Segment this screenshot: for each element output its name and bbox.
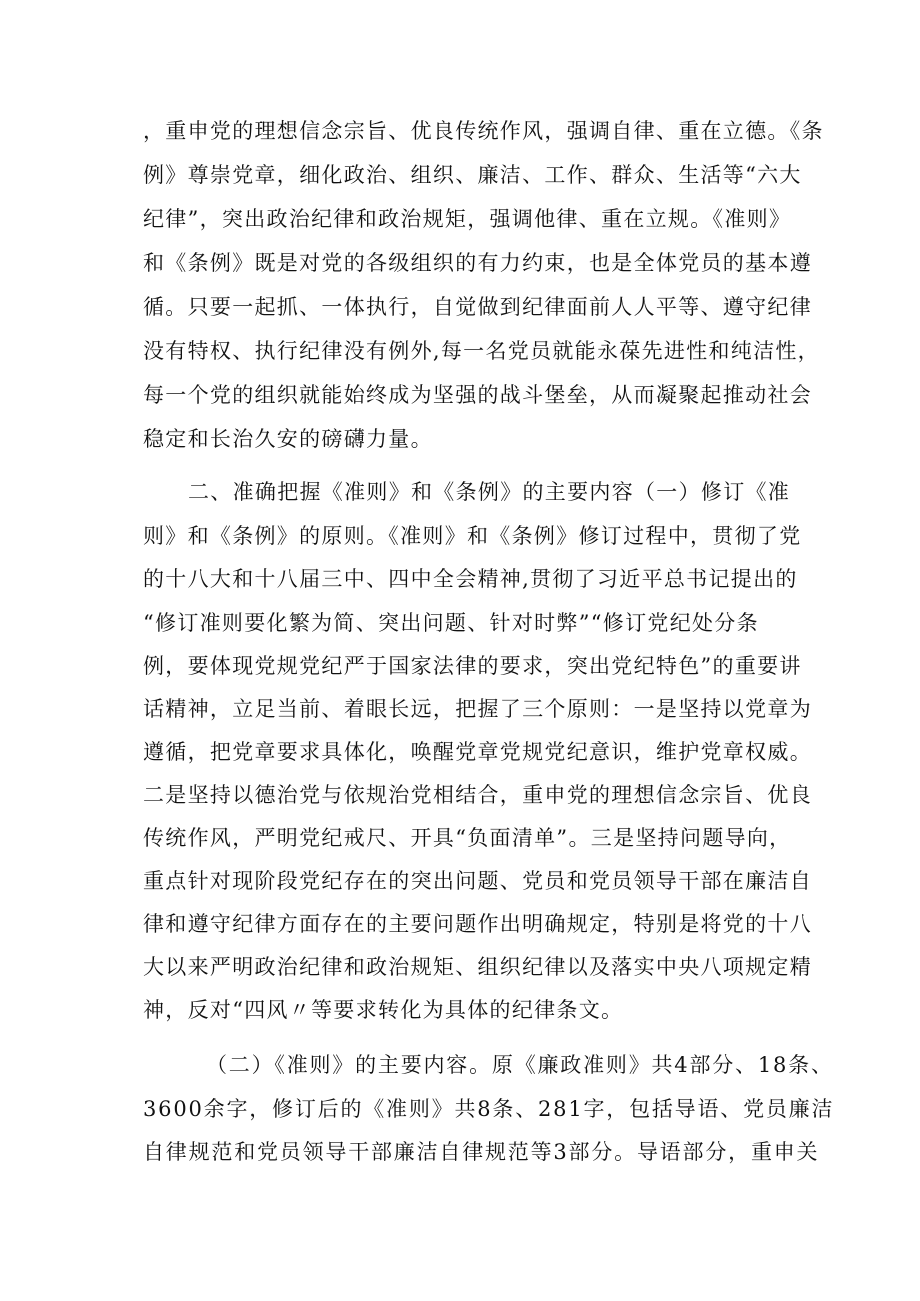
paragraph-line: 纪律”，突出政治纪律和政治规矩，强调他律、重在立规。《准则》 xyxy=(143,207,792,231)
paragraph-line: 没有特权、执行纪律没有例外,每一名党员就能永葆先进性和纯洁性， xyxy=(143,339,820,363)
paragraph-line: （二）《准则》的主要内容。原《廉政准则》共4部分、18条、 xyxy=(206,1053,834,1077)
paragraph-line: 传统作风，严明党纪戒尺、开具“负面清单”。三是坚持问题导向， xyxy=(143,826,792,850)
paragraph-line: 二是坚持以德治党与依规治党相结合，重申党的理想信念宗旨、优良 xyxy=(143,783,812,807)
paragraph-line: 3600余字，修订后的《准则》共8条、281字，包括导语、党员廉洁 xyxy=(143,1097,835,1121)
paragraph-line: 稳定和长治久安的磅礴力量。 xyxy=(143,427,433,451)
paragraph-line: 二、准确把握《准则》和《条例》的主要内容（一）修订《准 xyxy=(188,480,791,504)
paragraph-line: 每一个党的组织就能始终成为坚强的战斗堡垒，从而凝聚起推动社会 xyxy=(143,383,812,407)
paragraph-line: 例，要体现党规党纪严于国家法律的要求，突出党纪特色”的重要讲 xyxy=(143,654,802,678)
paragraph-line: 遵循，把党章要求具体化，唤醒党章党规党纪意识，维护党章权威。 xyxy=(143,740,812,764)
paragraph-line: 自律规范和党员领导干部廉洁自律规范等3部分。导语部分，重申关 xyxy=(143,1140,820,1164)
paragraph-line: 的十八大和十八届三中、四中全会精神,贯彻了习近平总书记提出的 xyxy=(143,567,798,591)
paragraph-line: 话精神，立足当前、着眼长远，把握了三个原则：一是坚持以党章为 xyxy=(143,697,812,721)
paragraph-line: 和《条例》既是对党的各级组织的有力约束，也是全体党员的基本遵 xyxy=(143,251,812,275)
paragraph-line: 循。只要一起抓、一体执行，自觉做到纪律面前人人平等、遵守纪律 xyxy=(143,295,812,319)
paragraph-line: 神，反对“四风〃等要求转化为具体的纪律条文。 xyxy=(143,998,624,1022)
paragraph-line: 例》尊崇党章，细化政治、组织、廉洁、工作、群众、生活等“六大 xyxy=(143,163,802,187)
paragraph-line: 重点针对现阶段党纪存在的突出问题、党员和党员领导干部在廉洁自 xyxy=(143,869,812,893)
paragraph-line: “修订准则要化繁为简、突出问题、针对时弊”“修订党纪处分条 xyxy=(143,611,759,635)
paragraph-line: ，重申党的理想信念宗旨、优良传统作风，强调自律、重在立德。《条 xyxy=(143,119,824,143)
paragraph-line: 则》和《条例》的原则。《准则》和《条例》修订过程中，贯彻了党 xyxy=(143,524,802,548)
paragraph-line: 律和遵守纪律方面存在的主要问题作出明确规定，特别是将党的十八 xyxy=(143,912,812,936)
paragraph-line: 大以来严明政治纪律和政治规矩、组织纪律以及落实中央八项规定精 xyxy=(143,955,812,979)
